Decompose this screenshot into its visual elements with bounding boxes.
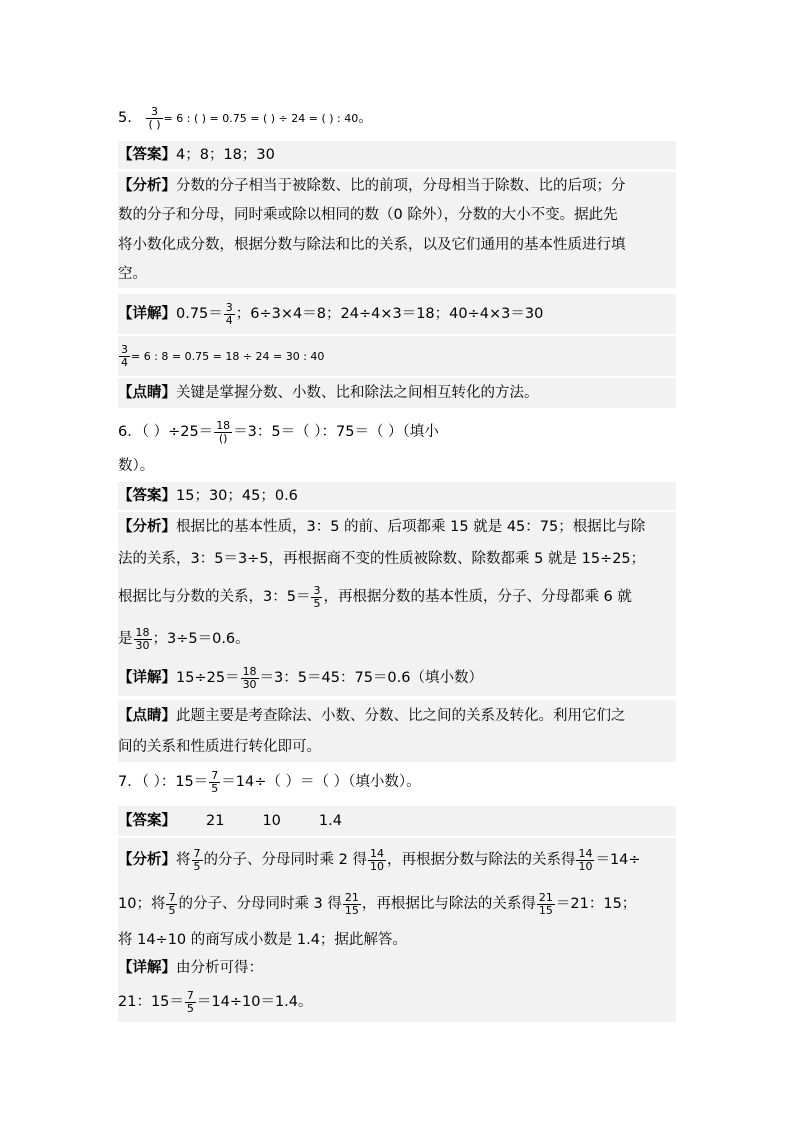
detail-label: 【详解】: [118, 306, 176, 322]
q5-detail-a: 0.75＝: [176, 306, 223, 322]
q7-question: [118, 764, 676, 800]
frac-num: 21: [344, 890, 359, 904]
point-label: 【点睛】: [118, 385, 176, 401]
q7-a3: 将 14÷10 的商写成小数是 1.4；据此解答。: [118, 932, 407, 948]
frac-den: (): [218, 431, 228, 445]
frac-num: 7: [193, 846, 201, 860]
frac-num: 3: [121, 342, 128, 356]
q7-a2-e: ＝21：15；: [555, 896, 637, 912]
q5-analysis: [118, 172, 676, 288]
frac: [343, 892, 361, 917]
detail-label: 【详解】: [118, 670, 176, 686]
q6-analysis-4b: ；3÷5＝0.6。: [152, 631, 250, 647]
q6-analysis-3b: ，再根据分数的基本性质，分子、分母都乘 6 就: [323, 589, 632, 605]
q5-answer-text: 4；8；18；30: [176, 147, 275, 163]
frac-den: 5: [211, 781, 219, 795]
analysis-label: 【分析】: [118, 852, 176, 868]
frac-den: 15: [344, 903, 359, 917]
q7-a2-c: ，再根据比与除法的关系得: [361, 896, 536, 912]
q5-frac-num: 3: [146, 106, 162, 119]
q7-detail2-a: 21：15＝: [118, 994, 184, 1010]
frac: [576, 848, 594, 873]
q7-detail: [118, 954, 676, 982]
frac-den: 4: [225, 313, 233, 327]
q5-fraction: [146, 106, 162, 131]
q7-a1-c: ，再根据分数与除法的关系得: [386, 852, 576, 868]
q5-number: 5.: [118, 110, 132, 126]
frac-den: 4: [121, 355, 128, 369]
answer-label: 【答案】: [118, 488, 176, 504]
q5-answer: [118, 141, 676, 169]
q5-text: = 6 : ( ) = 0.75 = ( ) ÷ 24 = ( ) : 40: [163, 112, 359, 125]
q7-detail2: [118, 982, 676, 1022]
q7-a1-e: ＝14÷: [595, 852, 641, 868]
q6-answer-text: 15；30；45；0.6: [176, 488, 298, 504]
q5-detail-b: ；6÷3×4＝8；24÷4×3＝18；40÷4×3＝30: [235, 306, 544, 322]
frac: [185, 990, 196, 1015]
frac-num: 18: [135, 625, 150, 639]
frac-den: 5: [193, 859, 201, 873]
q6-line1-a: 6．（ ）÷25＝: [118, 424, 214, 440]
frac: [166, 892, 177, 917]
q6-analysis-1: 根据比的基本性质，3：5 的前、后项都乘 15 就是 45：75；根据比与除: [176, 519, 646, 535]
q7-answer-2: 10: [262, 813, 281, 829]
q7-answer-1: 21: [206, 813, 225, 829]
detail-label: 【详解】: [118, 960, 176, 976]
q6-question-line2: 数）。: [118, 458, 155, 474]
frac-den: 5: [168, 903, 176, 917]
q7-a2-b: 的分子、分母同时乘 3 得: [178, 896, 342, 912]
q6-point-2: 间的关系和性质进行转化即可。: [118, 739, 321, 755]
q5-detail: [118, 294, 676, 334]
frac-num: 18: [242, 664, 257, 678]
frac-num: 7: [211, 768, 219, 782]
frac-den: 10: [578, 859, 593, 873]
q7-answer-3: 1.4: [318, 813, 342, 829]
q7-a1-a: 将: [176, 852, 191, 868]
point-label: 【点睛】: [118, 708, 176, 724]
analysis-label: 【分析】: [118, 178, 176, 194]
q6-detail-frac: [241, 666, 259, 691]
q5-frac-den: ( ): [148, 117, 161, 131]
answer-label: 【答案】: [118, 813, 176, 829]
q6-answer: [118, 482, 676, 510]
frac-num: 21: [538, 890, 553, 904]
frac-den: 5: [186, 1001, 194, 1015]
frac: [368, 848, 386, 873]
q5-analysis-2: 数的分子和分母，同时乘或除以相同的数（0 除外），分数的大小不变。据此先: [118, 207, 618, 223]
q5-analysis-1: 分数的分子相当于被除数、比的前项，分母相当于除数、比的后项；分: [176, 178, 626, 194]
analysis-label: 【分析】: [118, 519, 176, 535]
frac-den: 10: [369, 859, 384, 873]
q6-detail: [118, 660, 676, 696]
frac-num: 14: [369, 846, 384, 860]
q5-analysis-3: 将小数化成分数，根据分数与除法和比的关系，以及它们通用的基本性质进行填: [118, 237, 626, 253]
frac-num: 18: [216, 418, 231, 432]
q6-analysis-4a: 是: [118, 631, 133, 647]
frac-num: 3: [313, 583, 321, 597]
q6-line1-b: ＝3：5＝（ ）：75＝（ ）（填小: [233, 424, 439, 440]
frac-den: 5: [313, 596, 321, 610]
q5-detail2: [118, 336, 676, 376]
frac-den: 15: [538, 903, 553, 917]
q5-question: [118, 104, 676, 132]
frac: [192, 848, 203, 873]
q6-analysis-frac: [311, 585, 322, 610]
q6-analysis-2: 法的关系，3：5＝3÷5，再根据商不变的性质被除数、除数都乘 5 就是 15÷25；: [118, 551, 646, 567]
q5-end: 。: [358, 110, 373, 126]
q6-frac: [214, 420, 232, 445]
q5-point-text: 关键是掌握分数、小数、比和除法之间相互转化的方法。: [176, 385, 539, 401]
q7-detail2-b: ＝14÷10＝1.4。: [196, 994, 313, 1010]
frac-den: 30: [242, 677, 257, 691]
q7-line1-b: ＝14÷（ ）＝（ ）（填小数）。: [221, 774, 421, 790]
q7-analysis: [118, 838, 676, 954]
frac-num: 7: [186, 988, 194, 1002]
q7-a2-a: 10；将: [118, 896, 166, 912]
q5-point: [118, 378, 676, 408]
q6-point-1: 此题主要是考查除法、小数、分数、比之间的关系及转化。利用它们之: [176, 708, 626, 724]
q6-analysis: [118, 512, 676, 660]
frac: [537, 892, 555, 917]
frac-num: 14: [578, 846, 593, 860]
q6-analysis-3a: 根据比与分数的关系，3：5＝: [118, 589, 311, 605]
answer-label: 【答案】: [118, 147, 176, 163]
q7-answer: [118, 806, 676, 836]
q5-analysis-4: 空。: [118, 266, 147, 282]
q5-detail2-text: = 6 : 8 = 0.75 = 18 ÷ 24 = 30 : 40: [131, 350, 325, 363]
q6-question: [118, 414, 676, 450]
q7-a1-b: 的分子、分母同时乘 2 得: [203, 852, 367, 868]
q5-detail-frac: [224, 302, 235, 327]
q6-detail-a: 15÷25＝: [176, 670, 240, 686]
q6-analysis-frac2: [134, 627, 152, 652]
frac-den: 30: [135, 638, 150, 652]
frac-num: 3: [225, 300, 233, 314]
q6-point: [118, 700, 676, 762]
frac-num: 7: [168, 890, 176, 904]
q7-detail-text: 由分析可得：: [176, 960, 263, 976]
q6-detail-b: ＝3：5＝45：75＝0.6（填小数）: [259, 670, 483, 686]
q5-detail2-frac: [119, 344, 130, 369]
q7-line1-a: 7．（ ）：15＝: [118, 774, 209, 790]
q7-frac: [209, 770, 220, 795]
